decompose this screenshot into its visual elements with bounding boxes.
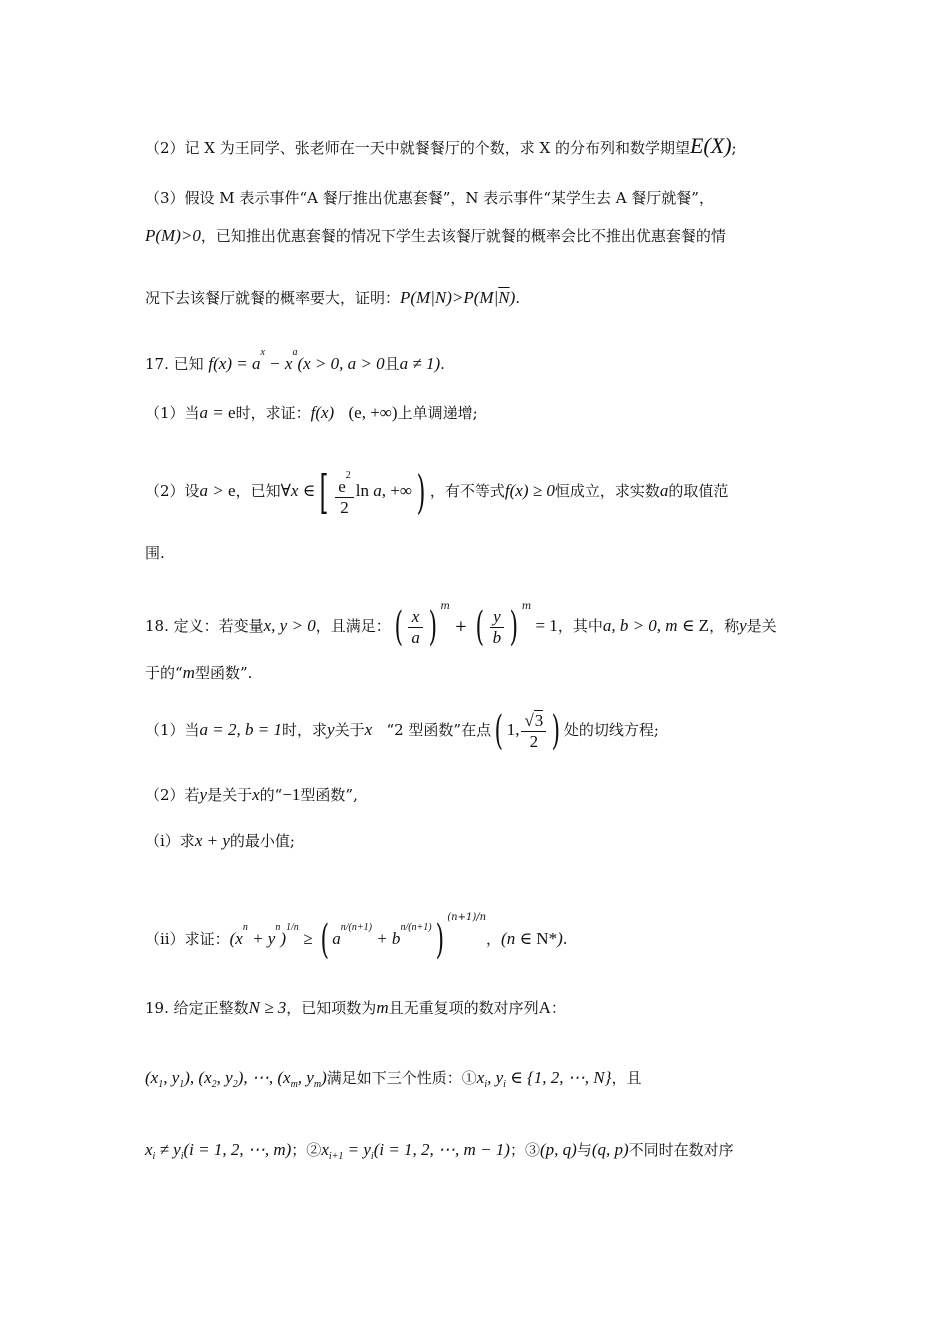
p16-part2: （2）记 X 为王同学、张老师在一天中就餐餐厅的个数，求 X 的分布列和数学期望E(X); <box>145 133 737 158</box>
x-plus-y: x + y <box>194 831 230 850</box>
n-natural: (n ∈ <box>501 929 537 948</box>
p19-intro-text: 19. 给定正整数 <box>145 999 249 1017</box>
paren-r4: ) <box>435 917 444 963</box>
pair-pq: (p, q) <box>539 1140 577 1159</box>
p17-wrap <box>145 540 810 566</box>
p17-condition-text: 且 <box>384 355 400 373</box>
p19-line3-mid2: ；③ <box>509 1141 540 1159</box>
p18-x2: x <box>252 785 260 804</box>
minus-one: −1 <box>282 785 301 804</box>
p18-i-suffix: 的最小值; <box>229 832 295 850</box>
p18-intro5: 是关 <box>746 617 777 635</box>
p19-line2-end: ，且 <box>611 1069 642 1087</box>
p18-p1-prefix: （1）当 <box>145 721 200 739</box>
p18-p1-mid3: “2 型函数”在点 <box>386 721 492 739</box>
xy-positive: x, y > 0 <box>263 616 316 635</box>
p18-part2-ii: （ii）求证：$(x^n + y^n)^{1/n}$ ≥ ( $a^{n/(n+1)} + b^{n/(n+1)}$) $^{(n+1)/n}$，(n ∈ N*). <box>145 912 568 963</box>
p17-p2-end: 的取值范 <box>668 482 729 500</box>
prob-condition: P(M)>0 <box>145 226 201 245</box>
paren-r3: ) <box>551 708 561 754</box>
p17-function: $f(x) = a^x - x^a(x > 0$, a > 0 <box>208 347 385 373</box>
p17-intro: 17. 已知 $f(x) = a^x - x^a(x > 0$, a > 0且a ≠ 1). <box>145 347 445 373</box>
p16-part3-text3: 况下去该餐厅就餐的概率要大，证明： <box>145 289 401 307</box>
bracket-right: ) <box>416 465 426 519</box>
p18-part1 <box>145 700 810 760</box>
p18-p1-suffix: 处的切线方程; <box>563 721 659 739</box>
p16-part3-line3: 况下去该餐厅就餐的概率要大，证明：$P(M|N)>P(M|\overline{N})$. <box>145 288 521 307</box>
p17-a-gt-e: a > <box>199 481 229 500</box>
p17-a-eq-e: a = <box>199 403 229 422</box>
p18-p2-suffix: 型函数”, <box>300 786 358 804</box>
p18-p2-mid2: 的“ <box>259 786 283 804</box>
p18-x: x <box>364 720 373 739</box>
p19-m: m <box>376 998 389 1017</box>
p16-part3-text2: ，已知推出优惠套餐的情况下学生去该餐厅就餐的概率会比不推出优惠套餐的情 <box>200 227 726 245</box>
p16-part3-text1: （3）假设 M 表示事件“A 餐厅推出优惠套餐”，N 表示事件“某学生去 A 餐厅就餐”， <box>145 189 714 207</box>
p18-i-prefix: （i）求 <box>145 832 195 850</box>
p18-part2-i <box>145 828 810 854</box>
bracket-left: [ <box>319 465 329 519</box>
p16-part2-text: （2）记 X 为王同学、张老师在一天中就餐餐厅的个数，求 X 的分布列和数学期望 <box>145 139 690 157</box>
p16-part3-line2 <box>145 223 810 249</box>
p19-line2-mid: 满足如下三个性质：① <box>326 1069 477 1087</box>
e2-over-2: $\frac{e^2}{2}$ <box>335 466 354 518</box>
p18-y2: y <box>327 720 335 739</box>
p17-a: a <box>659 481 669 500</box>
p18-intro: 18. 定义：若变量x, y > 0，且满足：( $\frac{x}{a}$ ) $^m$ + ( $\frac{y}{b}$ ) $^m$ = 1，其中a, b > 0, m ∈ Z，称y是关 <box>145 601 777 650</box>
p17-p2-suffix: 恒成立，求实数 <box>554 482 660 500</box>
integer-set: Z <box>698 616 710 635</box>
p18-intro3: ，其中 <box>557 617 603 635</box>
ab-condition: a, b > 0, m ∈ <box>602 616 699 635</box>
close-paren: ) <box>557 929 563 948</box>
ln-a-inf: ln a, +∞ <box>355 481 412 500</box>
p18-intro2: ，且满足： <box>315 617 391 635</box>
e-const-2: e <box>228 481 236 500</box>
p17-interval: (e, +∞) <box>348 403 398 422</box>
p17-part1 <box>145 400 810 426</box>
p18-wrap2: 型函数”. <box>194 664 253 682</box>
p17-p1-mid: 时，求证： <box>235 404 311 422</box>
p19-intro4: ： <box>550 999 566 1017</box>
p18-p2-mid: 是关于 <box>207 786 253 804</box>
xi-neq-yi: $x_i \ne y_i(i = 1$, 2, ⋯, m) <box>145 1140 292 1162</box>
pair-qp: (q, p) <box>591 1140 629 1159</box>
xi-yi-in-set: $x_i$, $y_i$ ∈ {1, 2, ⋯, N} <box>476 1068 612 1090</box>
a2-b1: a = 2, b = 1 <box>199 720 282 739</box>
paren-r2: ) <box>509 604 519 650</box>
p18-y: y <box>739 616 747 635</box>
paren-l2: ( <box>475 604 485 650</box>
x-over-a: $\frac{x}{a}$ <box>408 607 423 648</box>
forall-x: ∀x ∈ <box>280 481 316 500</box>
sequence-A: A <box>538 998 551 1017</box>
prob-inequality: $P(M|N)>P(M|\overline{N})$ <box>400 288 516 307</box>
p19-line3-mid3: 与 <box>576 1141 592 1159</box>
p17-p2-mid2: ，有不等式 <box>429 482 505 500</box>
p19-intro <box>145 995 810 1021</box>
p18-p1-mid2: 关于 <box>334 721 365 739</box>
expectation-formula: E(X) <box>689 133 732 158</box>
p17-part2 <box>145 463 810 520</box>
p17-wrap-text: 围. <box>145 544 165 562</box>
p18-wrap <box>145 660 810 686</box>
p18-wrap-text: 于的“ <box>145 664 183 682</box>
p19-line3 <box>145 1137 810 1170</box>
p19-line3-mid: ；② <box>291 1141 322 1159</box>
power-sum: $(x^n + y^n)^{1/n}$ ≥ <box>229 922 317 948</box>
p19-line2 <box>145 1065 810 1098</box>
N-geq-3: N ≥ 3 <box>248 998 287 1017</box>
p17-p1-prefix: （1）当 <box>145 404 200 422</box>
p17-p1-suffix: 上单调递增; <box>397 404 478 422</box>
paren-l3: ( <box>494 708 504 754</box>
p17-p2-prefix: （2）设 <box>145 482 200 500</box>
p18-intro4: ，称 <box>709 617 740 635</box>
p17-p2-mid: ，已知 <box>235 482 281 500</box>
e-const: e <box>228 403 236 422</box>
eq-one: = 1 <box>531 616 558 635</box>
p18-m: m <box>182 663 195 682</box>
p17-intro-text: 17. 已知 <box>145 355 204 373</box>
x-next-eq-y: $x_{i+1} = y_i(i = 1$, 2, ⋯, m − 1) <box>321 1140 510 1162</box>
ab-power: $a^{n/(n+1)} + b^{n/(n+1)}$ <box>332 922 432 948</box>
p18-p1-mid: 时，求 <box>282 721 328 739</box>
p18-intro-text: 18. 定义：若变量 <box>145 617 264 635</box>
paren-r1: ) <box>428 604 437 650</box>
natural-set: N* <box>536 929 558 948</box>
p18-ii-prefix: （ii）求证： <box>145 930 230 948</box>
sqrt3-over-2: $\frac{√3}{2}$ <box>521 711 546 752</box>
p16-part3-line1 <box>145 185 810 211</box>
p17-fx: f(x) <box>310 403 335 422</box>
p19-line3-end: 不同时在数对序 <box>628 1141 734 1159</box>
point-x: 1, <box>506 720 520 739</box>
p18-p2-prefix: （2）若 <box>145 786 200 804</box>
pair-sequence: ($x_1$, $y_1$), ($x_2$, $y_2$), ⋯, ($x_m$, $y_m$) <box>145 1068 327 1090</box>
paren-l4: ( <box>320 917 329 963</box>
p19-intro3: 且无重复项的数对序列 <box>388 999 539 1017</box>
p19-intro2: ，已知项数为 <box>286 999 377 1017</box>
y-over-b: $\frac{y}{b}$ <box>490 607 505 648</box>
p18-y3: y <box>199 785 208 804</box>
p17-a-neq: a ≠ 1) <box>399 354 441 373</box>
paren-l1: ( <box>394 604 403 650</box>
p17-fx-geq: f(x) ≥ 0 <box>504 481 555 500</box>
p18-part2 <box>145 782 810 808</box>
